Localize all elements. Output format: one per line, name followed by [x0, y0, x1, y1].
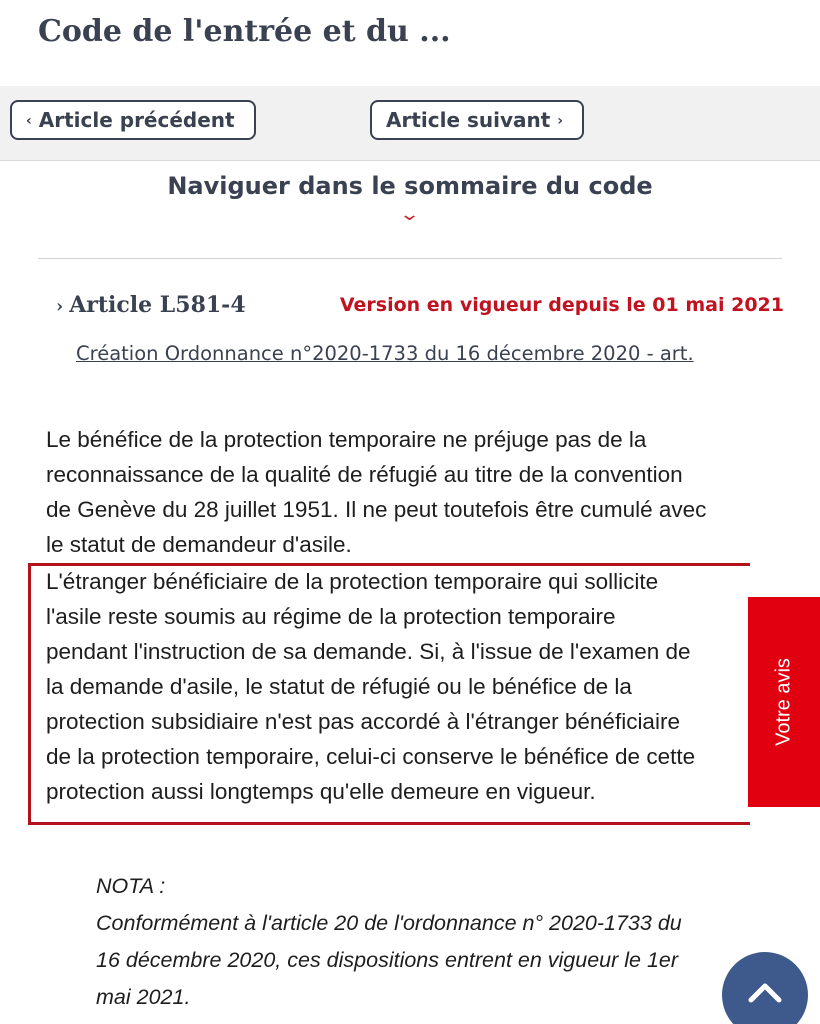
- next-article-label: Article suivant: [386, 108, 551, 132]
- sommaire-toggle[interactable]: [0, 172, 820, 225]
- paragraph-line: le statut de demandeur d'asile.: [46, 532, 352, 557]
- version-badge: Version en vigueur depuis le 01 mai 2021: [339, 294, 784, 316]
- chevron-up-icon: [745, 976, 785, 1010]
- nota-line: Conformément à l'article 20 de l'ordonnance n° 2020-1733 du: [96, 911, 682, 935]
- previous-article-label: Article précédent: [38, 108, 235, 132]
- article-id: Article L581-4: [69, 292, 246, 318]
- creation-link[interactable]: Création Ordonnance n°2020-1733 du 16 décembre 2020 - art.: [76, 342, 694, 365]
- code-title: Code de l'entrée et du ...: [38, 14, 451, 49]
- divider: [38, 258, 782, 259]
- chevron-left-icon: ‹: [26, 113, 32, 129]
- paragraph-line: protection subsidiaire n'est pas accordé à l'étranger bénéficiaire: [46, 709, 680, 734]
- article-navigation: [0, 86, 820, 161]
- scroll-to-top-button[interactable]: [722, 952, 808, 1024]
- chevron-right-icon: ›: [56, 296, 64, 317]
- paragraph-line: protection aussi longtemps qu'elle demeure en vigueur.: [46, 779, 596, 804]
- previous-article-button[interactable]: [10, 100, 256, 140]
- paragraph-line: de Genève du 28 juillet 1951. Il ne peut toutefois être cumulé avec: [46, 497, 707, 522]
- paragraph-line: reconnaissance de la qualité de réfugié au titre de la convention: [46, 462, 683, 487]
- page-header: [0, 0, 820, 86]
- paragraph-line: L'étranger bénéficiaire de la protection temporaire qui sollicite: [46, 569, 659, 594]
- sommaire-label: Naviguer dans le sommaire du code: [167, 172, 653, 200]
- nota-heading: NOTA :: [96, 874, 166, 898]
- nota-section: [96, 868, 682, 1016]
- feedback-tab-label: Votre avis: [772, 658, 795, 746]
- next-article-button[interactable]: [370, 100, 584, 140]
- chevron-down-icon: ⌄: [399, 204, 421, 225]
- red-highlight-annotation: [28, 563, 750, 825]
- paragraph-line: de la protection temporaire, celui-ci conserve le bénéfice de cette: [46, 744, 696, 769]
- article-header: [56, 290, 786, 326]
- paragraph-line: l'asile reste soumis au régime de la protection temporaire: [46, 604, 616, 629]
- nota-line: 16 décembre 2020, ces dispositions entrent en vigueur le 1er: [96, 948, 679, 972]
- paragraph-line: pendant l'instruction de sa demande. Si, à l'issue de l'examen de: [46, 639, 691, 664]
- nota-line: mai 2021.: [96, 985, 191, 1009]
- paragraph-line: Le bénéfice de la protection temporaire ne préjuge pas de la: [46, 427, 647, 452]
- article-id-toggle[interactable]: [56, 292, 246, 318]
- article-paragraph-1: [46, 422, 706, 562]
- paragraph-line: la demande d'asile, le statut de réfugié ou le bénéfice de la: [46, 674, 632, 699]
- chevron-right-icon: ›: [557, 113, 564, 129]
- feedback-tab[interactable]: [748, 597, 820, 807]
